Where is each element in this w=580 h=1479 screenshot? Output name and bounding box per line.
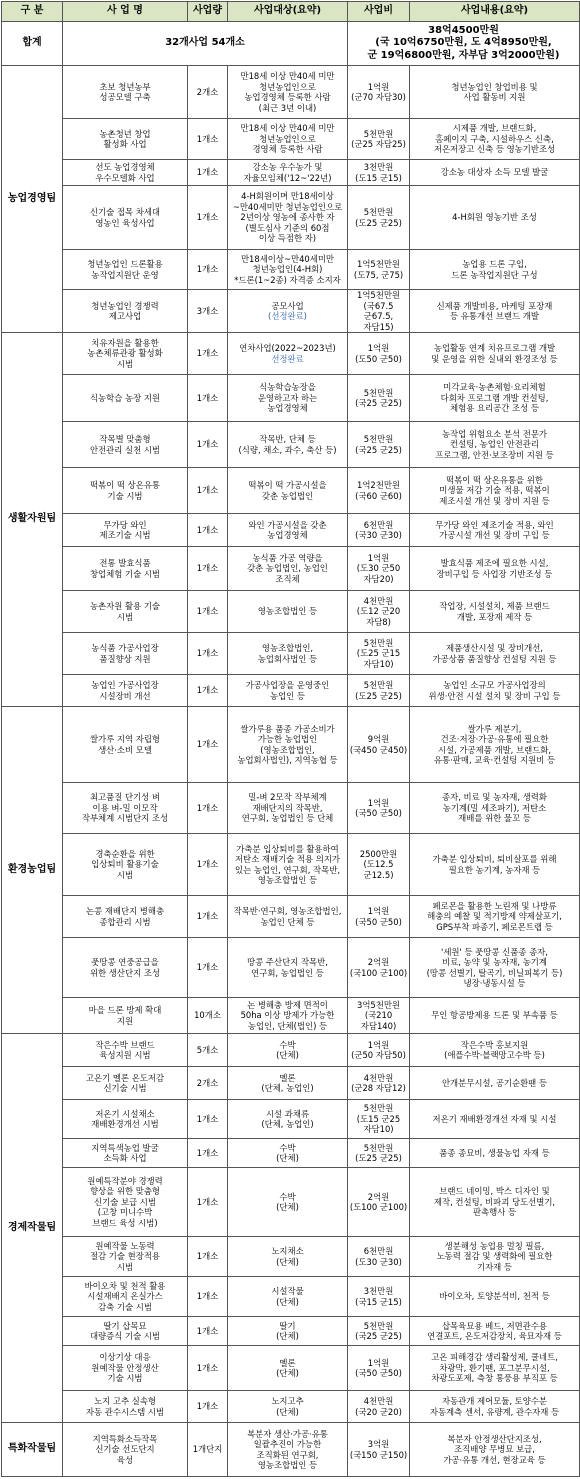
target-text: 밀-벼 2모작 작부체계 재배단지의 작목반, 연구회, 농업법인 등 단체 — [241, 792, 334, 824]
cost-cell: 4천만원 (도12 군20 자담8) — [348, 591, 410, 633]
target-note: (선정완료) — [268, 311, 307, 321]
table-row — [2, 250, 580, 290]
target-cell — [228, 1034, 348, 1067]
content-cell: '세원' 등 풋땅콩 신품종 종자, 비료, 농약 및 농자재, 농기계 (땅콩 선별기, 탈곡기, 비닐피복기 등) 냉장·냉동시설 등 — [410, 938, 580, 998]
target-text: 가공사업장을 운영중인 농업인 등 — [245, 680, 330, 701]
content-cell: 브랜드 네이밍, 박스 디자인 및 제작, 컨설팅, 비파괴 당도선별기, 판촉행사 등 — [410, 1168, 580, 1237]
table-row — [2, 1277, 580, 1317]
target-cell — [228, 938, 348, 998]
target-text: 와인 가공시설을 갖춘 농업경영체 — [248, 519, 327, 540]
cost-cell: 5천만원 (국25 군25) — [348, 375, 410, 422]
quantity-cell: 10개소 — [188, 998, 228, 1034]
target-text: 땅콩 주산단지 작목반, 연구회, 농업법인 등 — [247, 957, 328, 978]
header-target: 사업대상(요약) — [228, 2, 348, 22]
cost-cell: 2억원 (도100 군100) — [348, 1168, 410, 1237]
target-cell — [228, 514, 348, 547]
content-cell: 바이오차, 토양분석비, 천적 등 — [410, 1277, 580, 1317]
project-name-cell: 청년농업인 경쟁력 제고사업 — [63, 290, 188, 333]
team-cell: 경제작물팀 — [2, 1034, 63, 1423]
quantity-cell: 1개소 — [188, 333, 228, 375]
project-name-cell: 원예작물 노동력 절감 기술 현장적용 시범 — [63, 1237, 188, 1277]
table-row — [2, 1346, 580, 1391]
project-name-cell: 청년농업인 드론활용 농작업지원단 운영 — [63, 250, 188, 290]
target-text: 멜론 (단체, 농업인) — [261, 1072, 314, 1093]
quantity-cell: 1개소 — [188, 1168, 228, 1237]
project-name-cell: 작은수박 브랜드 육성지원 시범 — [63, 1034, 188, 1067]
content-cell: 강소농 대상자 소득 모델 발굴 — [410, 160, 580, 186]
project-name-cell: 지역특화소득작목 신기술 선도단지 육성 — [63, 1423, 188, 1477]
table-row — [2, 1139, 580, 1168]
table-row — [2, 1391, 580, 1423]
target-cell — [228, 1346, 348, 1391]
target-text: 시설작물 (단체) — [271, 1286, 304, 1307]
target-cell — [228, 422, 348, 468]
target-text: 딸기 (단체) — [276, 1320, 299, 1341]
content-cell: 종자, 비료 및 농자재, 생력화 농기계(밀 세조파기), 저탄소 재배를 위한 물꼬 등 — [410, 783, 580, 834]
cost-cell: 1억원 (국50 군50) — [348, 896, 410, 938]
content-cell: 고온 피해경감 생리활성제, 쿨네트, 차광막, 환기팬, 포그분무시설, 차광도포제, 측창 통풍용 부직포 등 — [410, 1346, 580, 1391]
quantity-cell: 1개소 — [188, 1277, 228, 1317]
content-cell: 복분자 안정생산단지조성, 조직배양 무병묘 보급, 가공·유통 개선, 현장교육 등 — [410, 1423, 580, 1477]
target-cell — [228, 675, 348, 707]
content-cell: 안개분무시설, 공기순환팬 등 — [410, 1067, 580, 1100]
table-row — [2, 1034, 580, 1067]
target-cell — [228, 290, 348, 333]
content-cell: 품종 종묘비, 생물농업 자재 등 — [410, 1139, 580, 1168]
content-cell: 청년농업인 창업비용 및 사업 활동비 지원 — [410, 66, 580, 119]
table-row — [2, 1423, 580, 1477]
target-text: 공모사업 — [271, 300, 304, 311]
project-name-cell: 농식품 가공사업장 품질향상 지원 — [63, 633, 188, 675]
cost-cell: 5천만원 (도25 군15 자담10) — [348, 633, 410, 675]
project-name-cell: 노지 고추 실속형 자동 관수시스템 시범 — [63, 1391, 188, 1423]
cost-cell: 4천만원 (국20 군20) — [348, 1391, 410, 1423]
team-cell: 농업경영팀 — [2, 66, 63, 333]
team-cell: 환경농업팀 — [2, 707, 63, 1034]
cost-cell: 3억5천만원 (국210 자담140) — [348, 998, 410, 1034]
cost-cell: 5천만원 (도25 군25) — [348, 186, 410, 250]
target-cell — [228, 1277, 348, 1317]
target-cell — [228, 1168, 348, 1237]
project-name-cell: 저온기 시설채소 재배환경개선 시범 — [63, 1100, 188, 1139]
content-cell: 무가당 와인 제조기술 적용, 와인 가공시설 개선 및 장비 구입 등 — [410, 514, 580, 547]
cost-cell: 1억원 (군70 자담30) — [348, 66, 410, 119]
quantity-cell: 1개소 — [188, 591, 228, 633]
table-row — [2, 591, 580, 633]
target-cell — [228, 119, 348, 160]
table-row — [2, 375, 580, 422]
project-name-cell: 마을 드론 방제 확대 지원 — [63, 998, 188, 1034]
quantity-cell: 1개소 — [188, 938, 228, 998]
content-cell: 농작업 위험요소 분석 전문가 컨설팅, 농업인 안전관리 프로그램, 안전·보조장비 지원 등 — [410, 422, 580, 468]
target-text: 가축분 입상퇴비를 활용하여 저탄소 재배기술 적용 의지가 있는 농업인, 연구회, 작목반, 영농조합법인 등 — [234, 843, 341, 885]
cost-cell: 1억5천만원 (국67.5 군67.5, 자담15) — [348, 290, 410, 333]
table-row — [2, 468, 580, 514]
quantity-cell: 1개소 — [188, 186, 228, 250]
table-row — [2, 675, 580, 707]
target-cell — [228, 998, 348, 1034]
cost-cell: 1억원 (국50 군50) — [348, 1346, 410, 1391]
target-cell — [228, 1237, 348, 1277]
target-cell — [228, 1423, 348, 1477]
content-cell: 저온기 재배환경개선 자재 및 시설 — [410, 1100, 580, 1139]
cost-cell: 1억5천만원 (도75, 군75) — [348, 250, 410, 290]
team-cell: 생활자원팀 — [2, 333, 63, 707]
table-row — [2, 1067, 580, 1100]
table-row — [2, 547, 580, 591]
quantity-cell: 1개소 — [188, 896, 228, 938]
table-row — [2, 1100, 580, 1139]
target-cell — [228, 1391, 348, 1423]
target-cell — [228, 186, 348, 250]
target-cell — [228, 1139, 348, 1168]
target-cell — [228, 250, 348, 290]
quantity-cell: 3개소 — [188, 290, 228, 333]
quantity-cell: 1개소 — [188, 422, 228, 468]
cost-cell: 4천만원 (군28 자담12) — [348, 1067, 410, 1100]
target-cell — [228, 1100, 348, 1139]
quantity-cell: 1개단지 — [188, 1423, 228, 1477]
cost-cell: 3천만원 (도15 군15) — [348, 160, 410, 186]
table-row — [2, 66, 580, 119]
target-cell — [228, 707, 348, 783]
content-cell: 작업장, 시설설치, 제품 브랜드 개발, 포장재 제작 등 — [410, 591, 580, 633]
project-name-cell: 논콩 재배단지 병해충 종합관리 시범 — [63, 896, 188, 938]
content-cell: 떡볶이 떡 상온유통을 위한 미생물 저감 기술 적용, 떡볶이 제조시설 개선 및 장비 지원 등 — [410, 468, 580, 514]
cost-cell: 6천만원 (국30 군30) — [348, 514, 410, 547]
quantity-cell: 1개소 — [188, 1346, 228, 1391]
target-text: 수박 (단체) — [276, 1039, 299, 1060]
header-project-name: 사 업 명 — [63, 2, 188, 22]
cost-cell: 1억2천만원 (국60 군60) — [348, 468, 410, 514]
cost-cell: 1억원 (국50 군50) — [348, 783, 410, 834]
project-name-cell: 쌀가루 지역 자립형 생산·소비 모델 — [63, 707, 188, 783]
quantity-cell: 5개소 — [188, 1034, 228, 1067]
total-budget: 38억4500만원 (국 10억6750만원, 도 4억8950만원, 군 19억6800만원, 자부담 3억2000만원) — [348, 22, 580, 66]
team-cell: 특화작물팀 — [2, 1423, 63, 1477]
table-row — [2, 290, 580, 333]
total-label: 합계 — [2, 22, 63, 66]
target-text: 떡볶이 떡 가공시설을 갖춘 농업법인 — [248, 480, 327, 501]
target-cell — [228, 591, 348, 633]
project-name-cell: 무가당 와인 제조기술 시범 — [63, 514, 188, 547]
cost-cell: 3억원 (국150 군150) — [348, 1423, 410, 1477]
project-name-cell: 작목별 맞춤형 안전관리 실천 시범 — [63, 422, 188, 468]
table-row — [2, 707, 580, 783]
cost-cell: 5천만원 (도15 군25 자담10) — [348, 1100, 410, 1139]
target-cell — [228, 783, 348, 834]
project-name-cell: 원예특작분야 경쟁력 향상을 위한 맞춤형 신기술 보급 시범 (고창 미니수박 브랜드 육성 시범) — [63, 1168, 188, 1237]
content-cell: 농업용 드론 구입, 드론 농작업지원단 구성 — [410, 250, 580, 290]
quantity-cell: 1개소 — [188, 1100, 228, 1139]
table-row — [2, 186, 580, 250]
quantity-cell: 1개소 — [188, 707, 228, 783]
quantity-cell: 1개소 — [188, 1139, 228, 1168]
target-text: 만18세이상~만40세미만 청년농업인(4-H회) *드론(1~2종) 자격증 소지자 — [234, 253, 341, 285]
target-text: 작목반, 단체 등 (식량, 채소, 과수, 축산 등) — [238, 434, 337, 455]
target-text: 노지채소 (단체) — [271, 1246, 304, 1267]
total-count: 32개사업 54개소 — [63, 22, 348, 66]
cost-cell: 5천만원 (군25 자담25) — [348, 119, 410, 160]
content-cell: 쌀가루 제분기, 건조·저장·가공·유통에 필요한 시설, 가공제품 개발, 브랜드화, 유통·판매, 교육·컨설팅 지원비 등 — [410, 707, 580, 783]
quantity-cell: 1개소 — [188, 783, 228, 834]
target-cell — [228, 547, 348, 591]
project-name-cell: 선도 농업경영체 우수모델화 사업 — [63, 160, 188, 186]
content-cell: 미각교육·농촌체험·요리체험 다회차 프로그램 개발 컨설팅, 체험용 요리공간 조성 등 — [410, 375, 580, 422]
project-name-cell: 지역특색농업 발굴 소득화 사업 — [63, 1139, 188, 1168]
quantity-cell: 1개소 — [188, 514, 228, 547]
cost-cell: 5천만원 (도25 군25) — [348, 675, 410, 707]
content-cell: 농업인 소규모 가공사업장의 위생·안전 시설 설치 및 장비 구입 등 — [410, 675, 580, 707]
cost-cell: 1억원 (군50 자담50) — [348, 1034, 410, 1067]
table-row — [2, 834, 580, 896]
target-text: 농식품 가공 역량을 갖춘 농업법인, 농업인 조직체 — [247, 552, 328, 584]
quantity-cell: 1개소 — [188, 468, 228, 514]
quantity-cell: 1개소 — [188, 1391, 228, 1423]
table-row — [2, 1317, 580, 1346]
target-text: 멜론 (단체) — [276, 1357, 299, 1378]
content-cell: 시제품 개발, 브랜드화, 홈페이지 구축, 시설하우스 신축, 저온저장고 신축 등 영농기반조성 — [410, 119, 580, 160]
content-cell: 발효식품 제조에 필요한 시설, 장비구입 등 사업장 기반조성 등 — [410, 547, 580, 591]
quantity-cell: 1개소 — [188, 1317, 228, 1346]
target-text: 시설 과채류 (단체, 농업인) — [261, 1108, 314, 1129]
project-name-cell: 치유자원을 활용한 농촌체류관광 활성화 시범 — [63, 333, 188, 375]
quantity-cell: 1개소 — [188, 547, 228, 591]
cost-cell: 2억원 (국100 군100) — [348, 938, 410, 998]
cost-cell: 5천만원 (국25 군25) — [348, 422, 410, 468]
cost-cell: 3천만원 (국15 군15) — [348, 1277, 410, 1317]
target-text: 작목반·연구회, 영농조합법인, 농업인 단체 등 — [233, 906, 342, 927]
quantity-cell: 1개소 — [188, 160, 228, 186]
cost-cell: 1억원 (도50 군50) — [348, 333, 410, 375]
target-cell — [228, 66, 348, 119]
target-text: 만18세 이상 만40세 미만 청년농업인으로 농업경영체 등록한 사람 (최근 3년 이내) — [240, 71, 335, 113]
table-row — [2, 119, 580, 160]
target-text: 식농학습농장을 운영하고자 하는 농업경영체 — [257, 382, 318, 414]
cost-cell: 5천만원 (국25 군25) — [348, 1317, 410, 1346]
target-text: 강소농 우수농가 및 자율모임체('12~'22년) — [243, 162, 332, 183]
cost-cell: 2500만원 (도12.5 군12.5) — [348, 834, 410, 896]
project-name-cell: 딸기 삽목묘 대량증식 기술 시범 — [63, 1317, 188, 1346]
target-text: 연차사업(2022~2023년) — [239, 343, 336, 353]
target-cell — [228, 1067, 348, 1100]
project-name-cell: 전통 발효식품 창업체험 기술 시범 — [63, 547, 188, 591]
project-name-cell: 최고품질 단기성 벼 이용 벼-밀 이모작 작부체계 시범단지 조성 — [63, 783, 188, 834]
table-row — [2, 938, 580, 998]
content-cell: 제품생산시설 및 장비개선, 가공상품 품질향상 컨설팅 지원 등 — [410, 633, 580, 675]
content-cell: 무인 항공방제용 드론 및 부속품 등 — [410, 998, 580, 1034]
project-table — [1, 1, 580, 1477]
header-cost: 사업비 — [348, 2, 410, 22]
table-row — [2, 1237, 580, 1277]
target-text: 4-H회원이며 만18세이상 ~만40세미만 청년농업인으로 2년이상 영농에 종사한 자 (별도심사 기준의 60점 이상 득점한 자) — [232, 191, 343, 244]
target-cell — [228, 834, 348, 896]
table-row — [2, 333, 580, 375]
project-name-cell: 식농학습 농장 지원 — [63, 375, 188, 422]
content-cell: 작은수박 홍보지원 (애플수박·블랙망고수박 등) — [410, 1034, 580, 1067]
table-row — [2, 514, 580, 547]
project-name-cell: 바이오차 및 천적 활용 시설재배지 온실가스 감축 기술 시범 — [63, 1277, 188, 1317]
project-name-cell: 고온기 멜론 온도저감 신기술 시범 — [63, 1067, 188, 1100]
cost-cell: 6천만원 (도30 군30) — [348, 1237, 410, 1277]
target-text: 논 병해충 방제 면적이 50ha 이상 방제가 가능한 농업인, 단체(법인) 등 — [240, 999, 335, 1031]
project-name-cell: 초보 청년농부 성공모델 구축 — [63, 66, 188, 119]
target-text: 영농조합법인, 농업회사법인 등 — [257, 643, 318, 664]
project-name-cell: 농촌청년 창업 활성화 사업 — [63, 119, 188, 160]
content-cell: 삽목육묘용 베드, 저면관수용 연결포트, 온도저감장치, 육묘자재 등 — [410, 1317, 580, 1346]
content-cell: 가축분 입상퇴비, 퇴비살포를 위해 필요한 농기계, 농자재 등 — [410, 834, 580, 896]
header-content: 사업내용(요약) — [410, 2, 580, 22]
content-cell: 신제품 개발비용, 마케팅 포장재 등 유통개선 브랜드 개발 — [410, 290, 580, 333]
cost-cell: 5천만원 (도25 군25) — [348, 1139, 410, 1168]
target-cell — [228, 633, 348, 675]
content-cell: 페로몬을 활용한 노린재 및 나방류 해충의 예찰 및 적기방제 약제살포기, GPS부착 파종기, 페로몬트랩 등 — [410, 896, 580, 938]
table-row — [2, 896, 580, 938]
target-cell — [228, 1317, 348, 1346]
project-name-cell: 신기술 접목 차세대 영농인 육성사업 — [63, 186, 188, 250]
cost-cell: 9억원 (국450 군450) — [348, 707, 410, 783]
quantity-cell: 2개소 — [188, 66, 228, 119]
quantity-cell: 1개소 — [188, 119, 228, 160]
target-cell — [228, 333, 348, 375]
target-cell — [228, 160, 348, 186]
cost-cell: 1억원 (도30 군50 자담20) — [348, 547, 410, 591]
target-cell — [228, 896, 348, 938]
target-text: 수박 (단체) — [276, 1191, 299, 1212]
quantity-cell: 1개소 — [188, 633, 228, 675]
target-text: 수박 (단체) — [276, 1142, 299, 1163]
project-name-cell: 농촌자원 활용 기술 시범 — [63, 591, 188, 633]
target-note: 선정완료 — [271, 353, 304, 364]
target-cell — [228, 375, 348, 422]
project-name-cell: 경축순환을 위한 입상퇴비 활용기술 시범 — [63, 834, 188, 896]
table-row — [2, 998, 580, 1034]
table-row — [2, 633, 580, 675]
quantity-cell: 1개소 — [188, 375, 228, 422]
target-text: 복분자 생산·가공·유통 일괄추진이 가능한 조직화된 연구회, 영농조합법인 등 — [247, 1428, 328, 1470]
header-category: 구 분 — [2, 2, 63, 22]
quantity-cell: 1개소 — [188, 250, 228, 290]
table-row — [2, 1168, 580, 1237]
header-quantity: 사업량 — [188, 2, 228, 22]
target-text: 만18세 이상 만40세 미만 청년농업인으로 경영체 등록한 사람 — [240, 123, 335, 155]
table-row — [2, 422, 580, 468]
quantity-cell: 1개소 — [188, 834, 228, 896]
target-text: 영농조합법인 등 — [257, 606, 318, 617]
target-text: 노지고추 (단체) — [271, 1396, 304, 1417]
quantity-cell: 1개소 — [188, 675, 228, 707]
project-name-cell: 이상기상 대응 원예작물 안정생산 기술 시범 — [63, 1346, 188, 1391]
table-row — [2, 160, 580, 186]
project-name-cell: 풋땅콩 연중공급을 위한 생산단지 조성 — [63, 938, 188, 998]
project-name-cell: 떡볶이 떡 상온유통 기술 시범 — [63, 468, 188, 514]
quantity-cell: 1개소 — [188, 1237, 228, 1277]
target-cell — [228, 468, 348, 514]
total-row — [2, 22, 580, 66]
quantity-cell: 2개소 — [188, 1067, 228, 1100]
target-text: 쌀가루용 품종 가공소비가 가능한 농업법인 (영농조합법인, 농업회사법인), 지역농협 등 — [237, 723, 338, 765]
content-cell: 4-H회원 영농기반 조성 — [410, 186, 580, 250]
content-cell: 자동관개 제어모듈, 토양수분 자동계측 센서, 유량계, 관수자재 등 — [410, 1391, 580, 1423]
content-cell: 농업활동 연계 치유프로그램 개발 및 운영을 위한 실내외 환경조성 등 — [410, 333, 580, 375]
content-cell: 생분해성 농업용 멀칭 필름, 노동력 절감 및 생력화에 필요한 기자재 등 — [410, 1237, 580, 1277]
header-row — [2, 2, 580, 22]
project-name-cell: 농업인 가공사업장 시설장비 개선 — [63, 675, 188, 707]
table-row — [2, 783, 580, 834]
